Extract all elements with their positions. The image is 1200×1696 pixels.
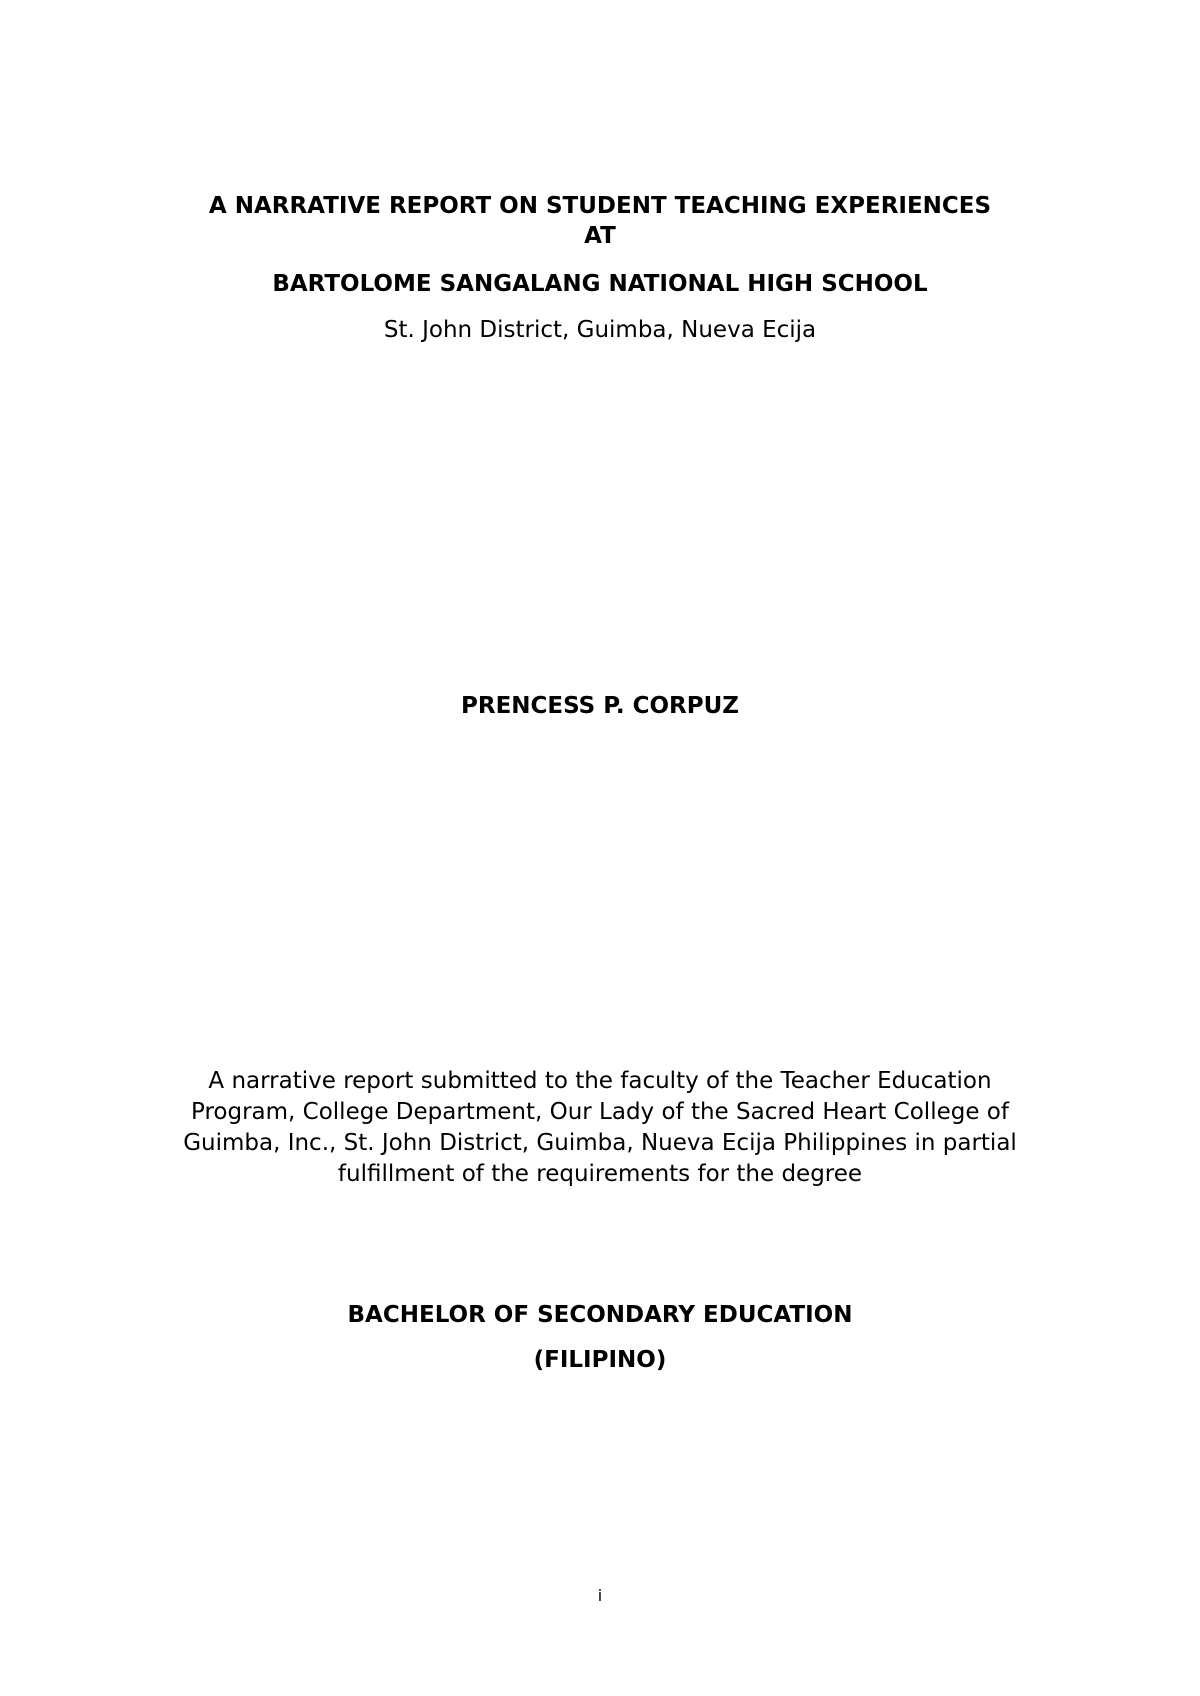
degree-major: (FILIPINO) [533,1347,667,1373]
report-title-line2: AT [584,223,616,249]
school-location: St. John District, Guimba, Nueva Ecija [383,317,817,343]
school-name: BARTOLOME SANGALANG NATIONAL HIGH SCHOOL [272,271,928,297]
report-title-line1: A NARRATIVE REPORT ON STUDENT TEACHING EXPERIENCES [208,193,992,219]
page-number: i [597,1586,603,1605]
author-name: PRENCESS P. CORPUZ [461,693,739,719]
degree-name: BACHELOR OF SECONDARY EDUCATION [347,1302,853,1328]
submission-statement: A narrative report submitted to the faculty of the Teacher Education Program, College Department, Our Lady of the Sacred Heart College of Guimba, Inc., St. John District, Guimba, Nueva Ecija Philippines in partial fulfillment of the requirements for the degree [183,1068,1017,1187]
